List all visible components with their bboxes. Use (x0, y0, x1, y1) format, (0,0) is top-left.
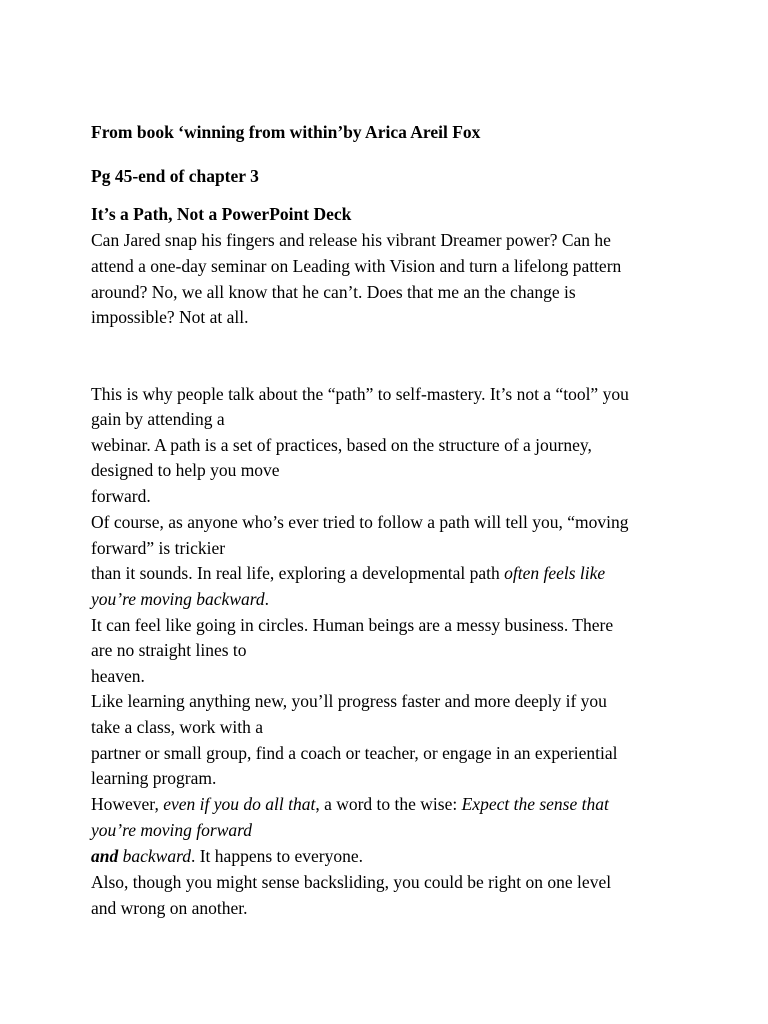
paragraph-line: you’re moving forward (91, 820, 253, 840)
paragraph-line: Like learning anything new, you’ll progress faster and more deeply if you (91, 691, 607, 711)
paragraph-line: forward” is trickier (91, 538, 226, 558)
paragraph-line: This is why people talk about the “path” to self-mastery. It’s not a “tool” you (91, 384, 629, 404)
pages-line: Pg 45-end of chapter 3 (91, 166, 259, 186)
paragraph-line (91, 589, 269, 609)
paragraph-line: impossible? Not at all. (91, 307, 249, 327)
italic-text: Expect the sense that (461, 794, 609, 814)
italic-text: you’re moving backward (91, 589, 265, 609)
paragraph-line: learning program. (91, 768, 217, 788)
paragraph-line (91, 846, 363, 866)
italic-text: backward (118, 846, 191, 866)
paragraph-line: Also, though you might sense backsliding, you could be right on one level (91, 872, 612, 892)
paragraph-line: partner or small group, find a coach or teacher, or engage in an experiential (91, 743, 618, 763)
bold-italic-text: and (91, 846, 119, 866)
paragraph-line: around? No, we all know that he can’t. Does that me an the change is (91, 282, 576, 302)
paragraph-line: and wrong on another. (91, 898, 248, 918)
paragraph-line: attend a one-day seminar on Leading with Vision and turn a lifelong pattern (91, 256, 622, 276)
italic-text: even if you do all that (163, 794, 316, 814)
paragraph-line: take a class, work with a (91, 717, 264, 737)
paragraph-line: are no straight lines to (91, 640, 247, 660)
text-run: However, (91, 794, 164, 814)
text-run: than it sounds. In real life, exploring a developmental path (91, 563, 505, 583)
paragraph-line (91, 794, 609, 814)
paragraph-line: Of course, as anyone who’s ever tried to follow a path will tell you, “moving (91, 512, 629, 532)
paragraph-line: Can Jared snap his fingers and release his vibrant Dreamer power? Can he (91, 230, 611, 250)
text-run: . It happens to everyone. (190, 846, 364, 866)
paragraph-line: gain by attending a (91, 409, 225, 429)
section-heading: It’s a Path, Not a PowerPoint Deck (91, 204, 352, 224)
paragraph-line: designed to help you move (91, 460, 280, 480)
paragraph-line: forward. (91, 486, 151, 506)
text-run: . (264, 589, 270, 609)
italic-text: often feels like (504, 563, 606, 583)
paragraph-line (91, 563, 605, 583)
paragraph-line: heaven. (91, 666, 145, 686)
text-run: , a word to the wise: (315, 794, 462, 814)
paragraph-line: webinar. A path is a set of practices, based on the structure of a journey, (91, 435, 592, 455)
paragraph-line: It can feel like going in circles. Human beings are a messy business. There (91, 615, 614, 635)
source-line: From book ‘winning from within’by Arica Areil Fox (91, 122, 481, 142)
